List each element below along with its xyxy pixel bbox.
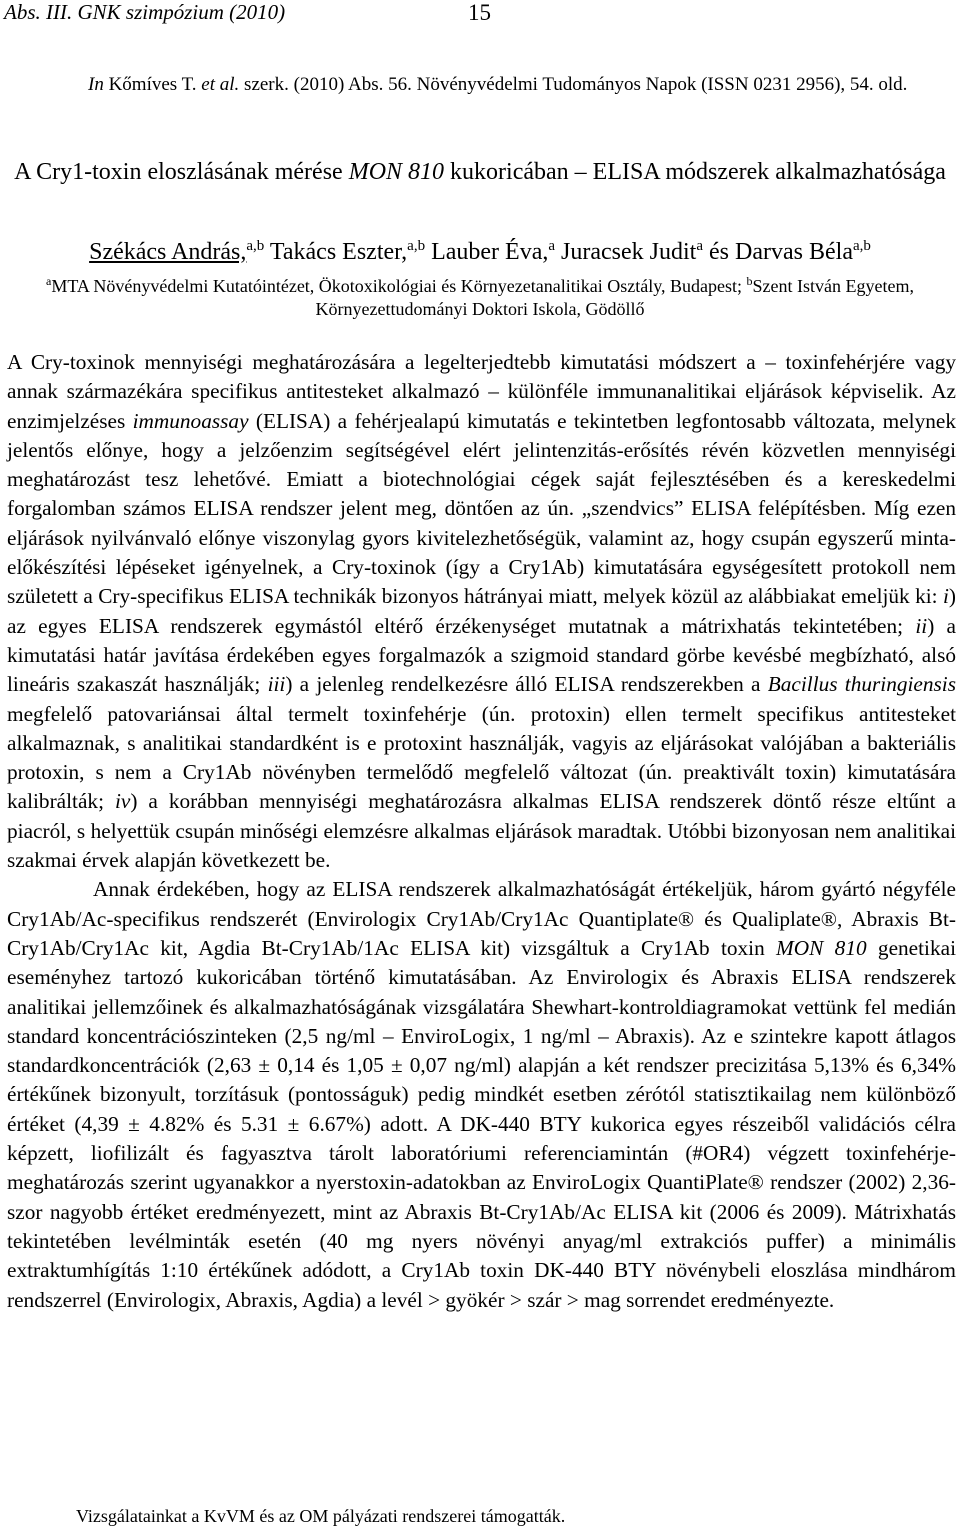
title-part-1: A Cry1-toxin eloszlásának mérése: [14, 159, 349, 185]
text-run: Annak érdekében, hogy az ELISA rendszerek alkalmazhatóságát értékeljük, három gyártó négyféle Cry1Ab/Ac-specifikus rendszerét (Envirologix Cry1Ab/Cry1Ac Quantiplate® és Qualiplate®, Abraxis Bt-Cry1Ab/Cry1Ac kit, Agdia Bt-Cry1Ab/1Ac ELISA kit) vizsgáltuk a Cry1Ab toxin: [7, 877, 956, 960]
affil-a: MTA Növényvédelmi Kutatóintézet, Ökotoxikológiai és Környezetanalitikai Osztály, Budapest;: [51, 276, 747, 296]
text-run: genetikai eseményhez tartozó kukoricában történő kimutatásában. Az Envirologix és Abraxis ELISA rendszerek analitikai jellemzőinek és alkalmazhatóságának vizsgálatára Shewhart-kontroldiagramokat vettünk fel medián standard koncentrációszinteken (2,5 ng/ml – EnviroLogix, 1 ng/ml – Abraxis). Az e szintekre kapott átlagos standardkoncentrációk (2,63 ± 0,14 és 1,05 ± 0,07 ng/ml) alapján a két rendszer precizitása 5,13% és 6,34% értékűnek bizonyult, torzításuk (pontosságuk) pedig mindkét esetben zérótól statisztikailag nem különböző értéket (4,39 ± 4.82% és 5.31 ± 6.67%) adott. A DK-440 BTY kukorica egyes részeiből validációs célra képzett, liofilizált és fagyasztva tárolt laboratóriumi referenciamintán (#OR4) végzett toxinfehérje-meghatározás szerint ugyanakkor a nyerstoxin-adatokban az EnviroLogix QuantiPlate® rendszer (2002) 2,36-szor nagyobb értéket eredményezett, mint az Abraxis Bt-Cry1Ab/Ac ELISA kit (2006 és 2009). Mátrixhatás tekintetében levélminták esetén (40 mg nyers növényi anyag/ml extrakciós puffer) a minimális extraktumhígítás 1:10 értékűnek adódott, a Cry1Ab toxin DK-440 BTY növénybeli eloszlása mindhárom rendszerrel (Envirologix, Abraxis, Agdia) a levél > gyökér > szár > mag sorrendet eredményezte.: [7, 935, 956, 1312]
citation-etal: et al.: [201, 74, 240, 95]
text-run: iii: [267, 672, 286, 697]
author-affiliation-marker: a,b: [246, 238, 265, 254]
text-run: Bacillus thuringiensis: [767, 672, 957, 697]
author-name: Lauber Éva,: [425, 239, 549, 265]
text-run: iv: [114, 789, 131, 814]
citation-main: szerk. (2010) Abs. 56. Növényvédelmi Tudományos Napok (ISSN 0231 2956), 54. old.: [239, 74, 908, 95]
text-run: immunoassay: [132, 408, 249, 433]
affil-b: Szent István Egyetem, Környezettudományi Doktori Iskola, Gödöllő: [315, 276, 915, 319]
abstract-paragraph-2: [7, 875, 956, 1314]
text-run: ii: [915, 613, 928, 638]
text-run: ) a korábban mennyiségi meghatározásra alkalmas ELISA rendszerek döntő része eltűnt a piacról, s helyettük csupán minőségi elemzésre alkalmas eljárások maradtak. Utóbbi bizonyosan nem analitikai szakmai érvek alapján következett be.: [7, 789, 956, 873]
text-run: i: [942, 584, 949, 609]
abstract-paragraph-1: [7, 348, 956, 875]
text-run: ) a kimutatási határ javítása érdekében egyes forgalmazók a szigmoid standard görbe kevésbé megbízható, alsó lineáris szakaszát használják;: [7, 613, 956, 697]
affil-marker-b: b: [746, 274, 753, 288]
citation-prefix: In: [88, 74, 104, 95]
page-number: 15: [468, 0, 491, 25]
citation: [88, 74, 907, 96]
author-affiliation-marker: a,b: [407, 238, 426, 254]
acknowledgement: Vizsgálatainkat a KvVM és az OM pályázati rendszerei támogatták.: [76, 1506, 566, 1526]
author-affiliation-marker: a: [548, 238, 556, 254]
author-name: Székács András,: [89, 239, 247, 265]
text-run: A Cry-toxinok mennyiségi meghatározására a legelterjedtebb kimutatási módszert a – toxinfehérjére vagy annak származékára specifikus antitesteket alkalmazó – különféle immunanalitikai eljárások képviselik. Az enzimjelzéses: [7, 350, 956, 433]
author-name: és Darvas Béla: [703, 239, 853, 265]
title-italic: MON 810: [348, 159, 445, 185]
text-run: (ELISA) a fehérjealapú kimutatás e tekintetben legfontosabb változata, melynek jelentős előnye, hogy a jelzőenzim segítségével elért jelintenzitás-erősítés révén közvetlen mennyiségi meghatározást tesz lehetővé. Emiatt a biotechnológiai cégek saját fejlesztésében és a kereskedelmi forgalomban számos ELISA rendszer jelent meg, döntően az ún. „szendvics” ELISA felépítésben. Míg ezen eljárások nyilvánvaló előnye viszonylag gyors kivitelezhetőségük, valamint az, hogy csupán egyszerű minta-előkészítési lépéseket igényelnek, a Cry-toxinok (így a Cry1Ab) kimutatására egységesített protokoll nem született a Cry-specifikus ELISA technikák bizonyos hátrányai miatt, melyek közül az alábbiakat emeljük ki:: [7, 408, 956, 609]
text-run: ) az egyes ELISA rendszerek egymástól eltérő érzékenységet mutatnak a mátrixhatás tekintetében;: [7, 584, 956, 638]
author-affiliation-marker: a,b: [852, 238, 871, 254]
text-run: MON 810: [776, 935, 867, 960]
citation-authors: Kőmíves T.: [103, 74, 202, 95]
running-head: Abs. III. GNK szimpózium (2010): [4, 0, 286, 24]
paper-title: [0, 156, 960, 188]
title-part-2: kukoricában – ELISA módszerek alkalmazhatósága: [444, 159, 946, 185]
affil-marker-a: a: [45, 274, 52, 288]
abstract: [7, 348, 956, 1315]
text-run: ) a jelenleg rendelkezésre álló ELISA rendszerekben a: [285, 672, 768, 697]
affiliations: [0, 270, 960, 321]
author-name: Juracsek Judit: [555, 239, 697, 265]
text-run: megfelelő patovariánsai által termelt toxinfehérje (ún. protoxin) ellen termelt specifikus antitesteket alkalmaznak, s analitikai standardként is e protoxint használják, vagyis az eljárásokat valójában a bakteriális protoxin, s nem a Cry1Ab növényben termelődő megfelelő változat (ún. preaktivált toxin) kimutatására kalibrálták;: [7, 701, 956, 814]
author-name: Takács Eszter,: [264, 239, 408, 265]
author-affiliation-marker: a: [696, 238, 704, 254]
author-list: [0, 238, 960, 266]
